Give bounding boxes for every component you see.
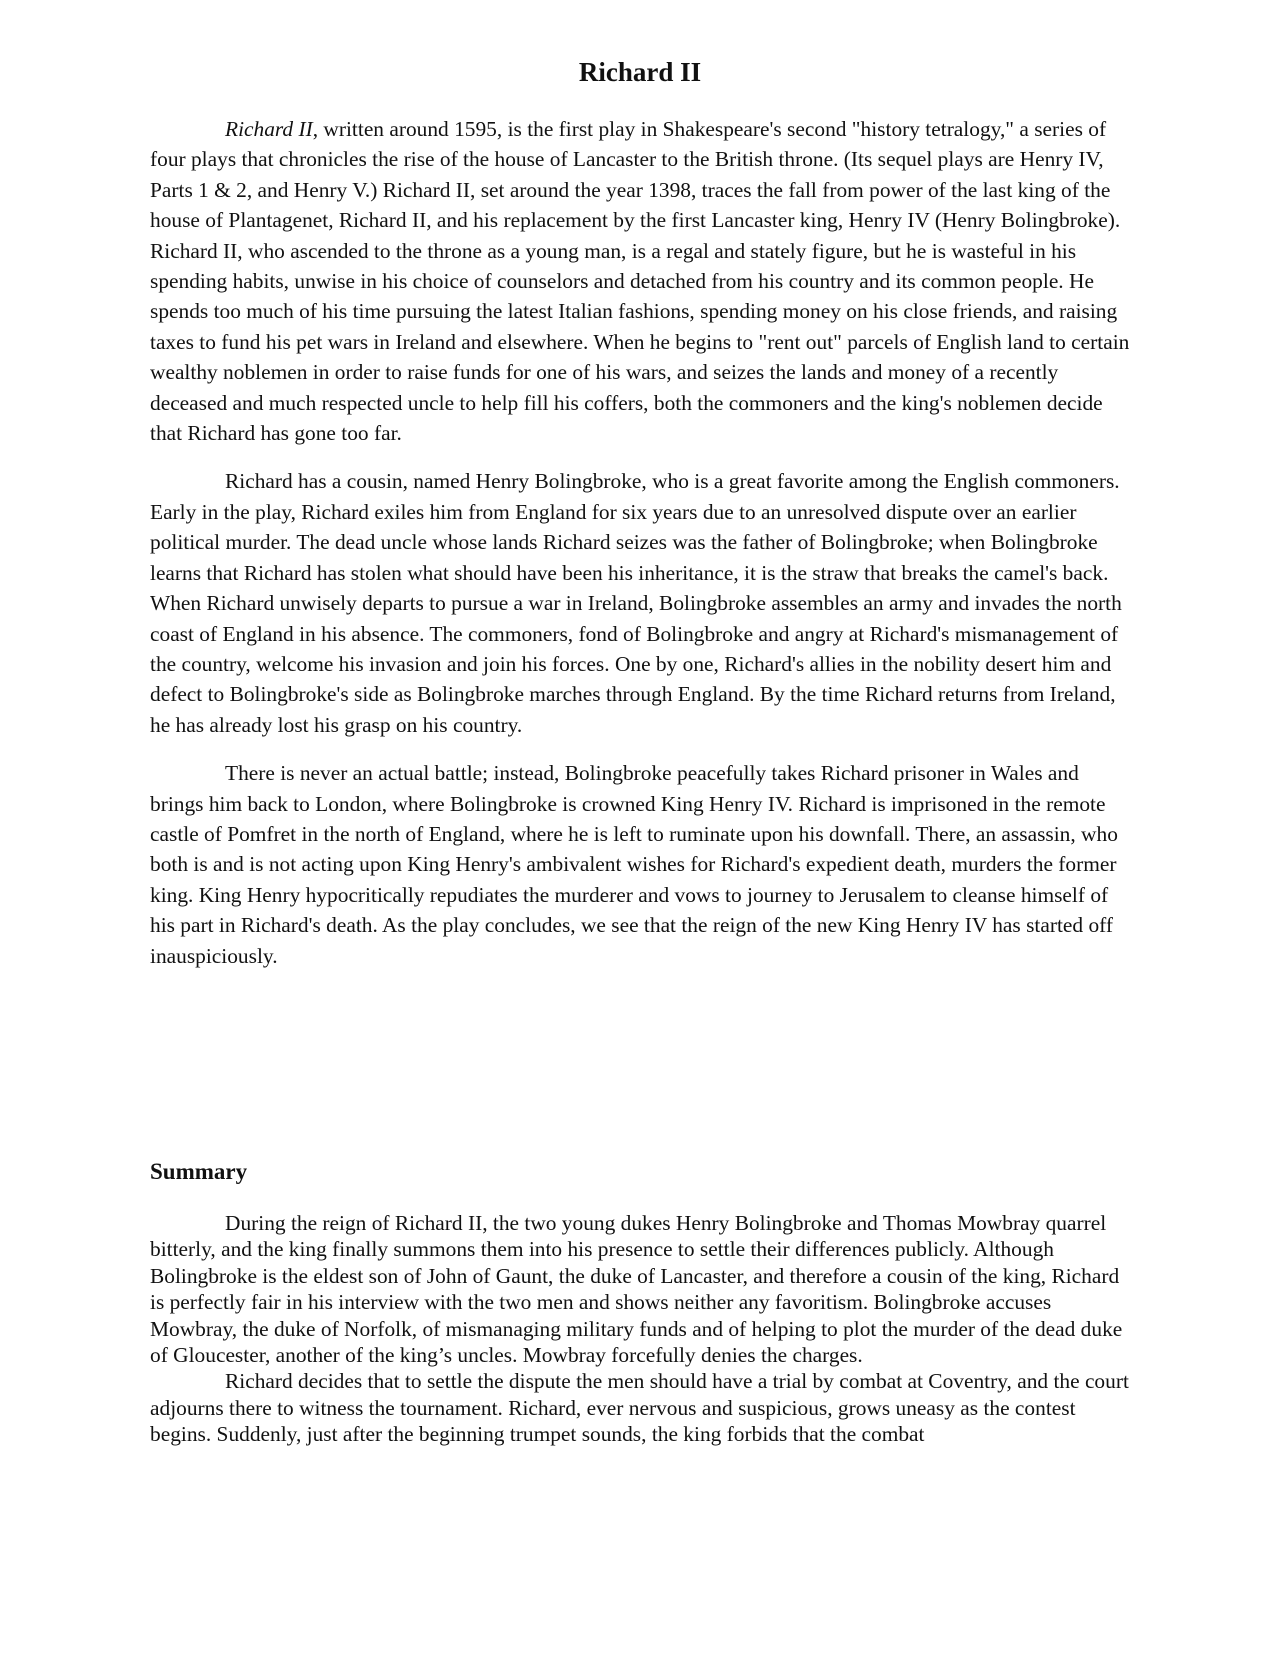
summary-paragraph-2: Richard decides that to settle the dispute the men should have a trial by combat at Coventry, and the court adjourns there to witness the tournament. Richard, ever nervous and suspicious, grows uneasy as the contest begins. Suddenly, just after the beginning trumpet sounds, the king forbids that the combat bbox=[150, 1369, 1129, 1447]
summary-heading: Summary bbox=[150, 1159, 248, 1184]
document-title: Richard II bbox=[578, 57, 702, 87]
intro-paragraph-2: Richard has a cousin, named Henry Bolingbroke, who is a great favorite among the English commoners. Early in the play, Richard exiles him from England for six years due to an unresolved dispute over an earlier political murder. The dead uncle whose lands Richard seizes was the father of Bolingbroke; when Bolingbroke learns that Richard has stolen what should have been his inheritance, it is the straw that breaks the camel's back. When Richard unwisely departs to pursue a war in Ireland, Bolingbroke assembles an army and invades the north coast of England in his absence. The commoners, fond of Bolingbroke and angry at Richard's mismanagement of the country, welcome his invasion and join his forces. One by one, Richard's allies in the nobility desert him and defect to Bolingbroke's side as Bolingbroke marches through England. By the time Richard returns from Ireland, he has already lost his grasp on his country. bbox=[150, 469, 1122, 737]
intro-paragraph-3: There is never an actual battle; instead, Bolingbroke peacefully takes Richard prisoner in Wales and brings him back to London, where Bolingbroke is crowned King Henry IV. Richard is imprisoned in the remote castle of Pomfret in the north of England, where he is left to ruminate upon his downfall. There, an assassin, who both is and is not acting upon King Henry's ambivalent wishes for Richard's expedient death, murders the former king. King Henry hypocritically repudiates the murderer and vows to journey to Jerusalem to cleanse himself of his part in Richard's death. As the play concludes, we see that the reign of the new King Henry IV has started off inauspiciously. bbox=[150, 761, 1118, 968]
play-title-italic: Richard II bbox=[225, 117, 313, 141]
intro-section bbox=[150, 114, 1130, 989]
intro-paragraph-1 bbox=[150, 114, 1130, 448]
intro-paragraph-1-text: , written around 1595, is the first play in Shakespeare's second "history tetralogy," a series of four plays that chronicles the rise of the house of Lancaster to the British throne. (Its sequel plays are Henry IV, Parts 1 & 2, and Henry V.) Richard II, set around the year 1398, traces the fall from power of the last king of the house of Plantagenet, Richard II, and his replacement by the first Lancaster king, Henry IV (Henry Bolingbroke). Richard II, who ascended to the throne as a young man, is a regal and stately figure, but he is wasteful in his spending habits, unwise in his choice of counselors and detached from his country and its common people. He spends too much of his time pursuing the latest Italian fashions, spending money on his close friends, and raising taxes to fund his pet wars in Ireland and elsewhere. When he begins to "rent out" parcels of English land to certain wealthy noblemen in order to raise funds for one of his wars, and seizes the lands and money of a recently deceased and much respected uncle to help fill his coffers, both the commoners and the king's noblemen decide that Richard has gone too far. bbox=[150, 117, 1130, 446]
summary-paragraph-1: During the reign of Richard II, the two young dukes Henry Bolingbroke and Thomas Mowbray quarrel bitterly, and the king finally summons them into his presence to settle their differences publicly. Although Bolingbroke is the eldest son of John of Gaunt, the duke of Lancaster, and therefore a cousin of the king, Richard is perfectly fair in his interview with the two men and shows neither any favoritism. Bolingbroke accuses Mowbray, the duke of Norfolk, of mismanaging military funds and of helping to plot the murder of the dead duke of Gloucester, another of the king’s uncles. Mowbray forcefully denies the charges. bbox=[150, 1211, 1123, 1368]
summary-section bbox=[150, 1210, 1130, 1448]
